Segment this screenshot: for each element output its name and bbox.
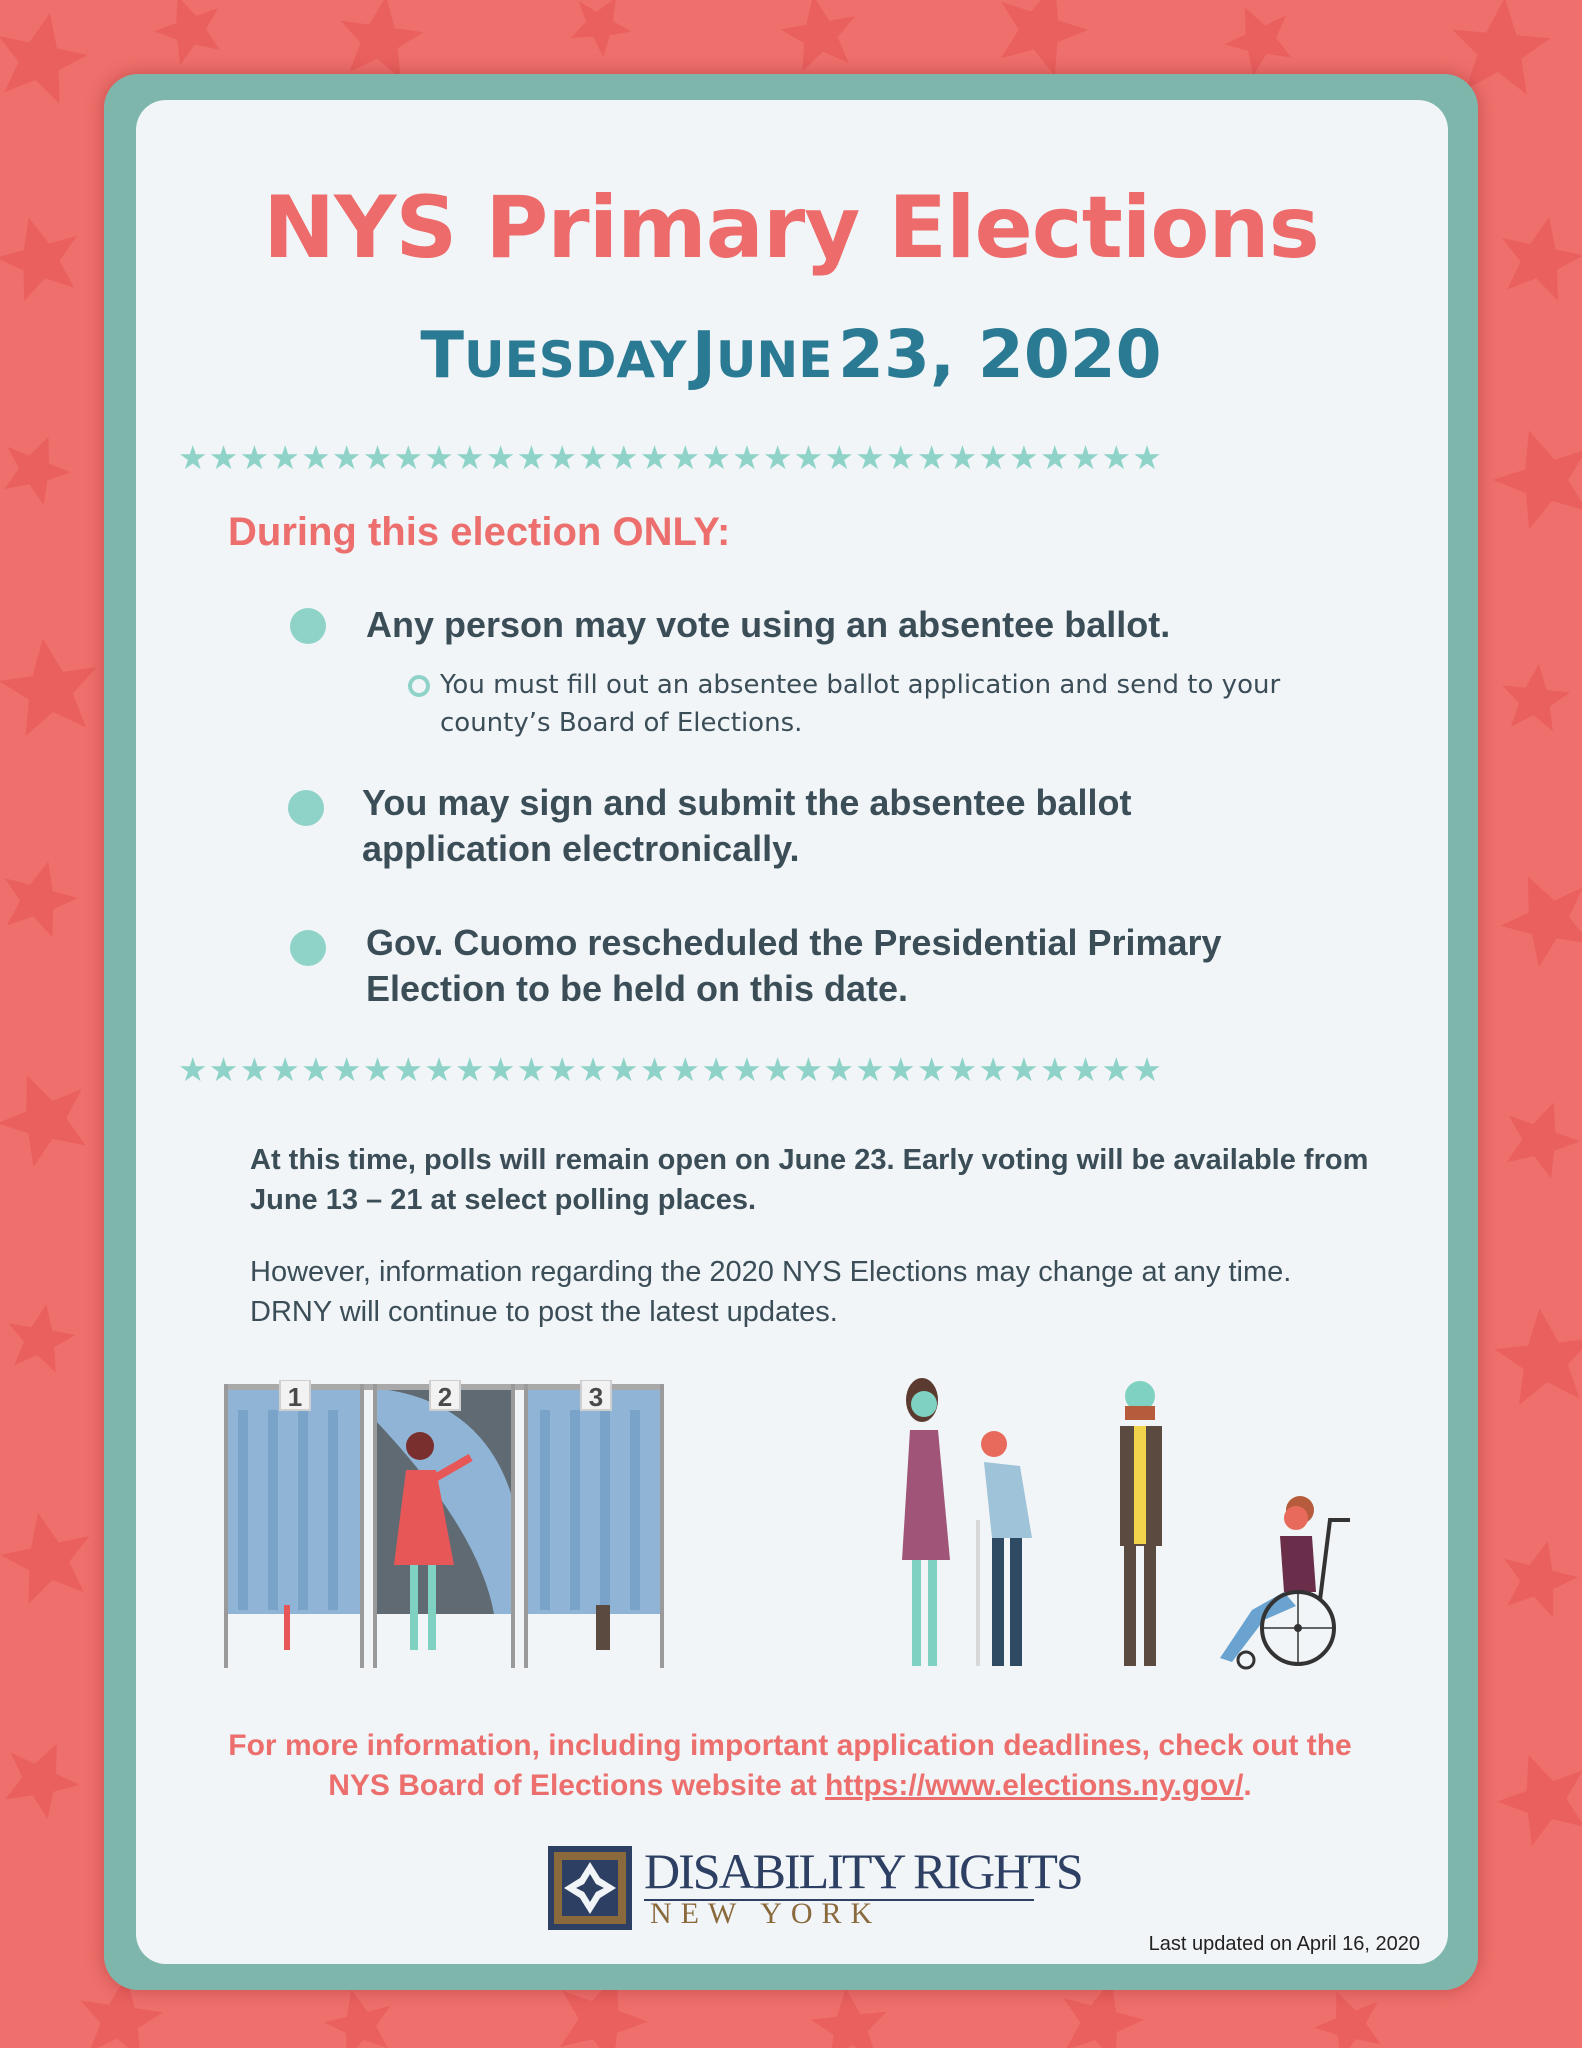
more-info-sentence: For more information, including important application deadlines, check out the NYS Board of Elections website at [228, 1729, 1352, 1802]
booth-number: 3 [588, 1382, 604, 1412]
polls-paragraph: At this time, polls will remain open on June 23. Early voting will be available from June 13 – 21 at select polling places. [250, 1144, 1369, 1216]
logo-line-1: DISABILITY RIGHTS [644, 1843, 1082, 1899]
last-updated: Last updated on April 16, 2020 [1148, 1933, 1420, 1955]
subtitle-month-initial: J [692, 319, 716, 393]
bullet-dot-icon [290, 930, 326, 966]
drny-logo [548, 1842, 1082, 1938]
voters-in-line-illustration [880, 1370, 1360, 1680]
bullet-text: Gov. Cuomo rescheduled the Presidential Primary Election to be held on this date. [366, 922, 1222, 1009]
subtitle-month-rest: UNE [715, 331, 833, 389]
bullet-text: You may sign and submit the absentee ballot application electronically. [362, 782, 1132, 869]
subtitle-day-rest: UESDAY [464, 331, 687, 389]
updates-paragraph: However, information regarding the 2020 NYS Elections may change at any time. DRNY will continue to post the latest updates. [250, 1256, 1292, 1328]
booth-number: 2 [437, 1382, 453, 1412]
subtitle-day-initial: T [420, 319, 465, 393]
more-info-text [210, 1726, 1370, 1806]
sub-bullet-text: You must fill out an absentee ballot application and send to your county’s Board of Elections. [440, 670, 1281, 738]
page-subtitle [0, 316, 1582, 393]
more-info-period: . [1243, 1769, 1252, 1802]
logo-line-2: NEW YORK [650, 1897, 882, 1930]
booth-number: 1 [287, 1382, 303, 1412]
subtitle-date: 23, 2020 [838, 316, 1162, 393]
voting-booths-illustration [224, 1380, 672, 1670]
star-divider-bottom: ★★★★★★★★★★★★★★★★★★★★★★★★★★★★★★★★ [178, 1052, 1164, 1088]
section-heading: During this election ONLY: [228, 510, 731, 554]
star-divider-top: ★★★★★★★★★★★★★★★★★★★★★★★★★★★★★★★★ [178, 440, 1164, 476]
page-title: NYS Primary Elections [263, 178, 1319, 278]
elections-website-link[interactable]: https://www.elections.ny.gov/ [825, 1769, 1244, 1802]
bullet-dot-icon [288, 790, 324, 826]
logo-quilt-icon [548, 1846, 632, 1930]
bullet-dot-icon [290, 608, 326, 644]
sub-bullet-ring-icon [408, 675, 430, 697]
bullet-text: Any person may vote using an absentee ballot. [366, 604, 1171, 645]
